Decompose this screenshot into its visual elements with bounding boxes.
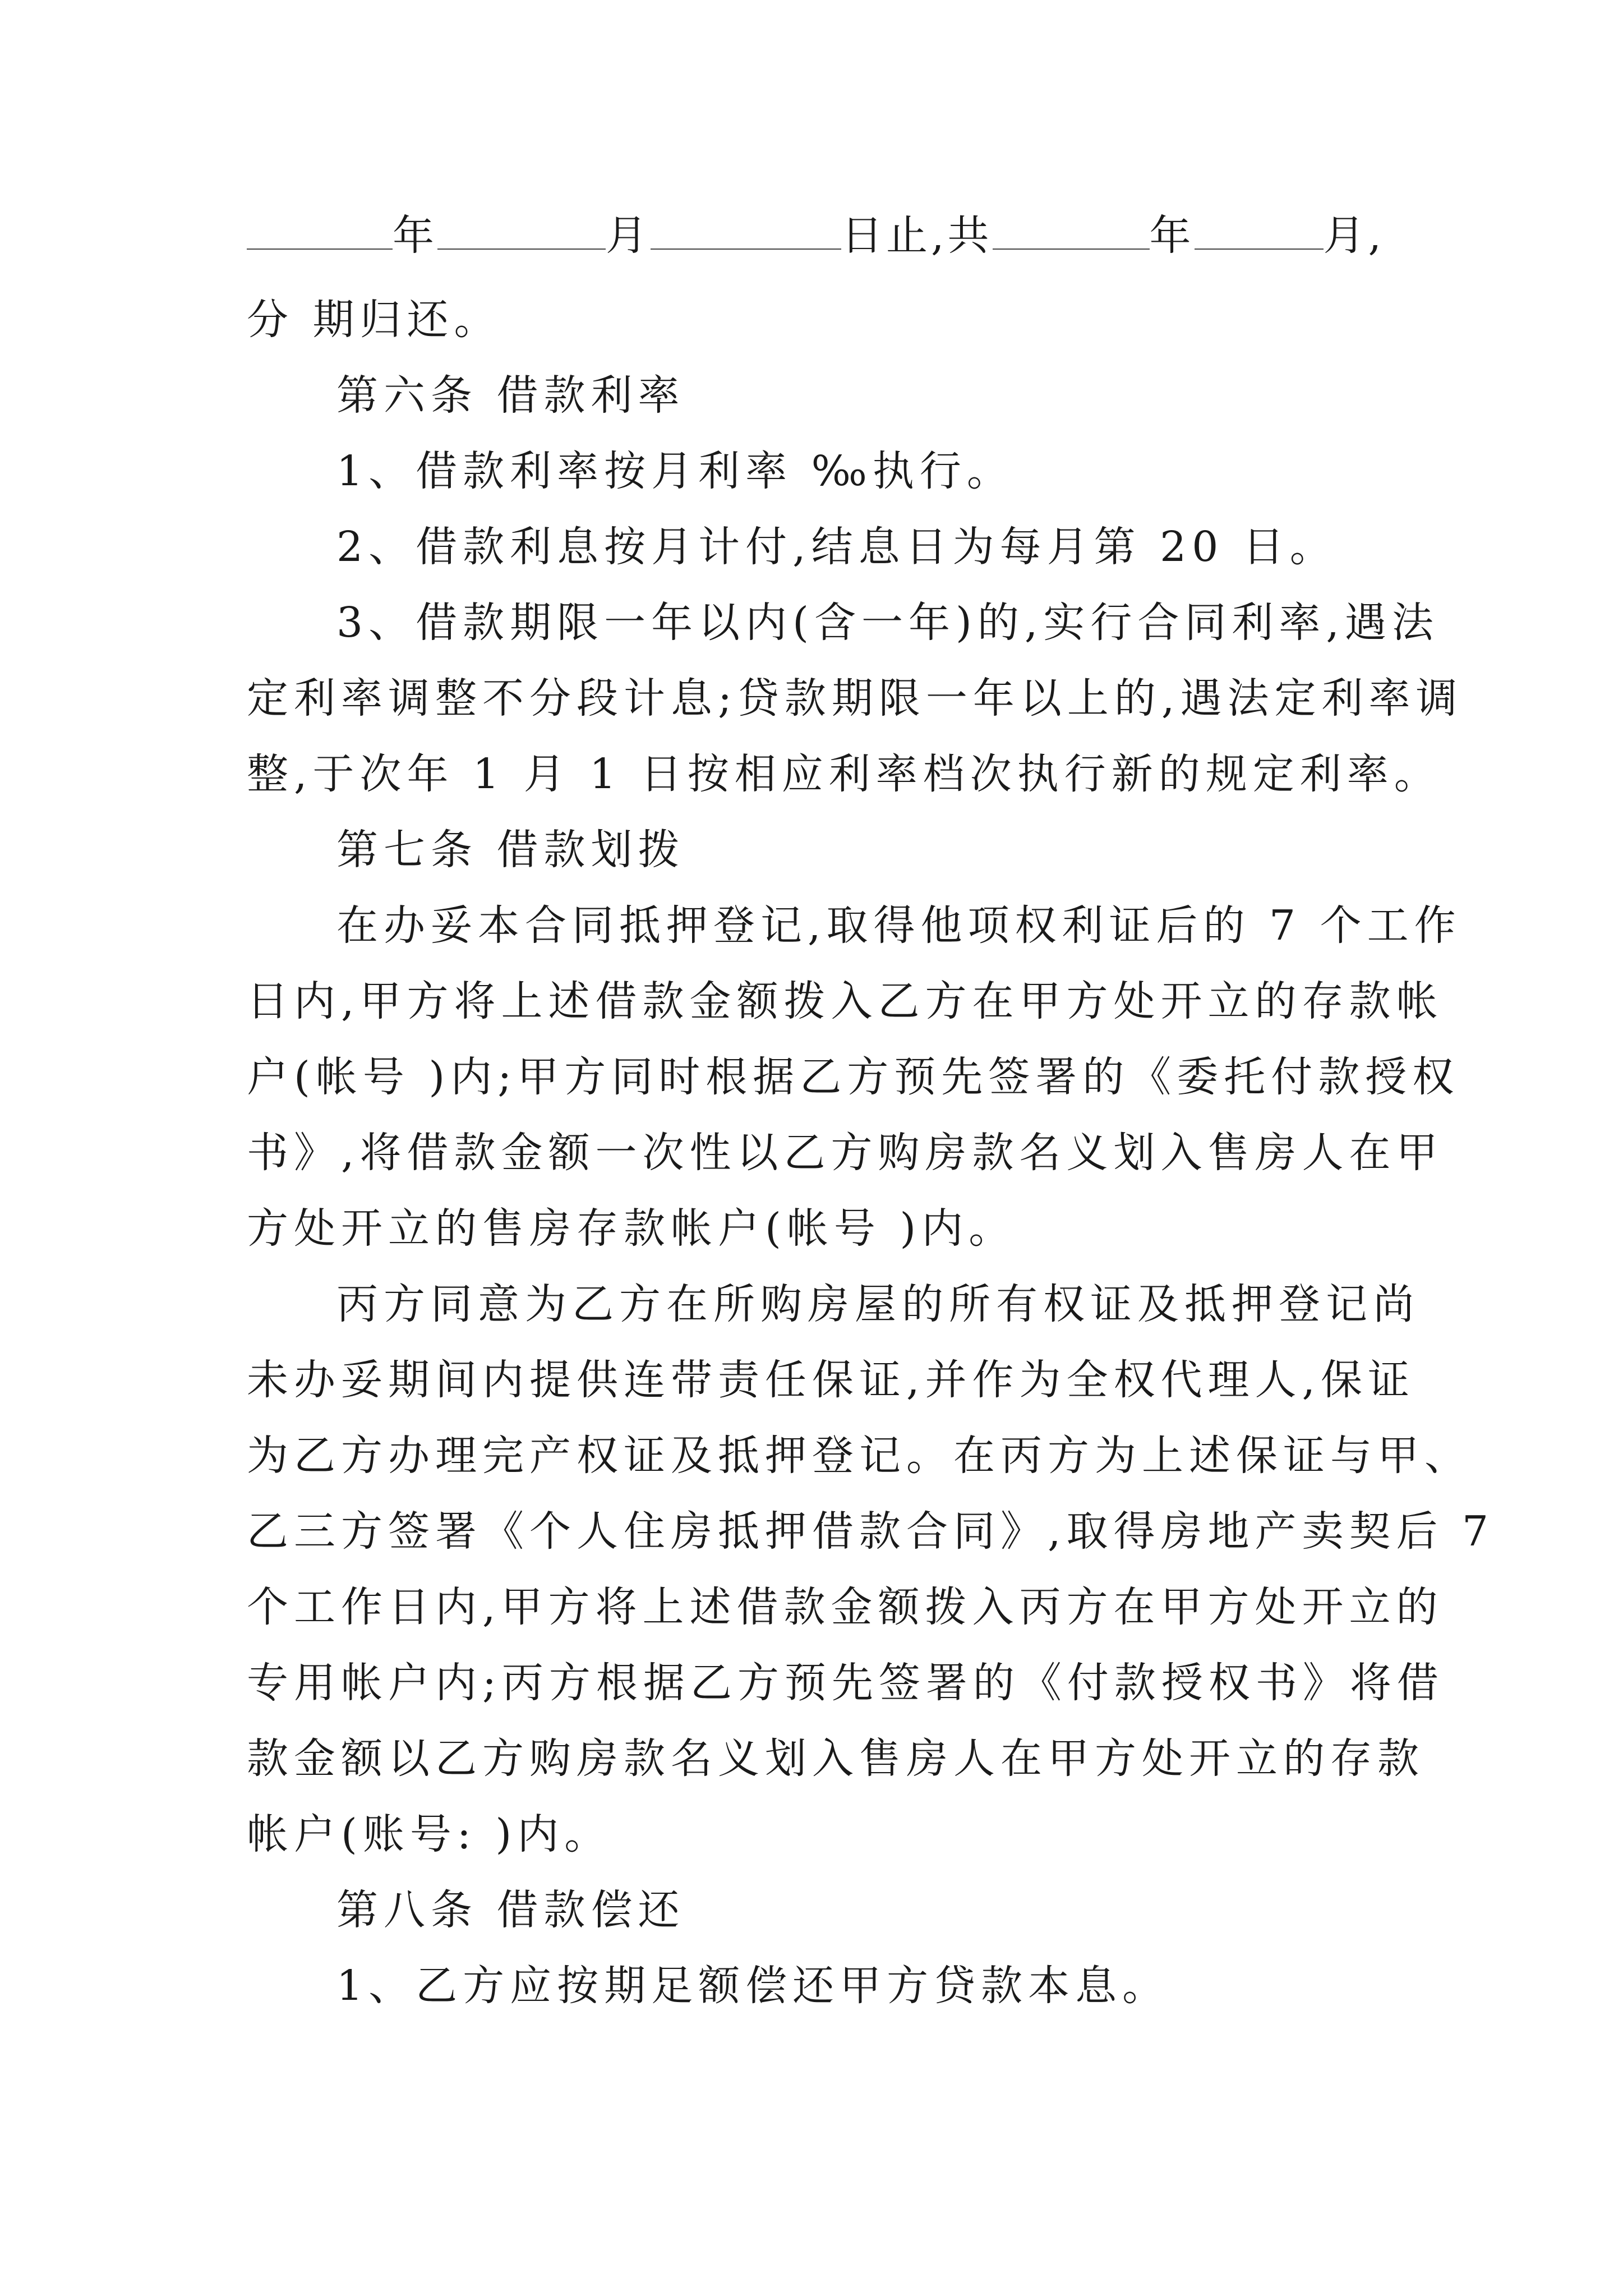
article-7-paragraph-2: 为乙方办理完产权证及抵押登记。在丙方为上述保证与甲、 [247,1432,1472,1480]
article-7-paragraph-1: 方处开立的售房存款帐户(帐号 )内。 [247,1204,1016,1253]
article-7-paragraph-2: 乙三方签署《个人住房抵押借款合同》,取得房地产卖契后 7 [247,1507,1495,1556]
article-8-clause-1: 1、乙方应按期足额偿还甲方贷款本息。 [336,1962,1170,2010]
article-7-paragraph-1: 日内,甲方将上述借款金额拨入乙方在甲方处开立的存款帐 [247,977,1444,1025]
article-7-paragraph-1: 书》,将借款金额一次性以乙方购房款名义划入售房人在甲 [247,1129,1444,1177]
installment-line: 分 期归还。 [247,296,501,344]
article-6-clause-1: 1、借款利率按月利率 ‰执行。 [336,447,1014,495]
article-7-paragraph-2: 未办妥期间内提供连带责任保证,并作为全权代理人,保证 [247,1356,1415,1404]
article-8-title: 第八条 借款偿还 [336,1886,685,1934]
article-6-title: 第六条 借款利率 [336,371,685,420]
article-6-clause-3: 3、借款期限一年以内(含一年)的,实行合同利率,遇法 [336,599,1439,647]
article-7-paragraph-1: 户(帐号 )内;甲方同时根据乙方预先签署的《委托付款授权 [247,1053,1460,1101]
blank-field [651,214,841,250]
article-7-paragraph-1: 在办妥本合同抵押登记,取得他项权利证后的 7 个工作 [336,901,1461,950]
month-label: 月 [606,211,651,260]
blank-field [247,214,393,250]
year-label: 年 [1149,211,1195,260]
article-6-clause-2: 2、借款利息按月计付,结息日为每月第 20 日。 [336,523,1337,571]
article-7-title: 第七条 借款划拨 [336,826,685,874]
blank-field [437,214,606,250]
article-6-clause-3: 整,于次年 1 月 1 日按相应利率档次执行新的规定利率。 [247,750,1441,798]
article-7-paragraph-2: 专用帐户内;丙方根据乙方预先签署的《付款授权书》将借 [247,1659,1444,1707]
month-label: 月, [1323,211,1385,260]
day-end-total-label: 日止,共 [841,211,993,260]
repayment-period-line [247,208,1385,264]
article-7-paragraph-2: 个工作日内,甲方将上述借款金额拨入丙方在甲方处开立的 [247,1583,1444,1631]
article-6-clause-3: 定利率调整不分段计息;贷款期限一年以上的,遇法定利率调 [247,674,1463,723]
blank-field [1195,214,1324,250]
year-label: 年 [393,211,437,260]
article-7-paragraph-2: 丙方同意为乙方在所购房屋的所有权证及抵押登记尚 [336,1280,1420,1328]
blank-field [993,214,1150,250]
article-7-paragraph-2: 帐户(账号: )内。 [247,1810,612,1858]
article-7-paragraph-2: 款金额以乙方购房款名义划入售房人在甲方处开立的存款 [247,1734,1424,1783]
